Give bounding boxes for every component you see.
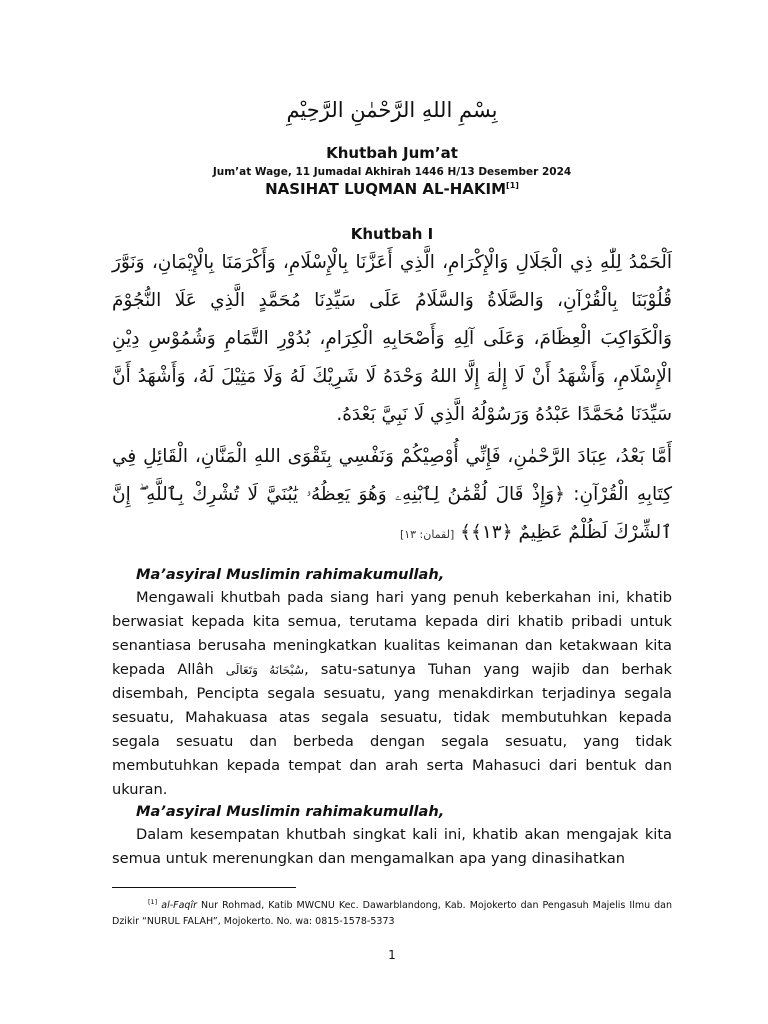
page-number: 1 <box>388 948 396 962</box>
arabic-quran-text: أَمَّا بَعْدُ، عِبَادَ الرَّحْمٰنِ، فَإِنِّي أُوْصِيْكُمْ وَنَفْسِي بِتَقْوَى اللهِ الْمَنَّانِ، الْقَائِلِ فِي كِتَابِهِ الْقُرْآنِ: ﴿وَإِذْ قَالَ لُقْمَٰنُ لِٱبْنِهِۦ وَهُوَ يَعِظُهُۥ يَٰبُنَيَّ لَا تُشْرِكْ بِٱللَّهِ ۖ إِنَّ ٱلشِّرْكَ لَظُلْمٌ عَظِيمٌ ﴿١٣﴾﴾ <box>112 446 672 543</box>
footnote-ref[interactable]: [1] <box>506 181 519 190</box>
para-1-end: , satu-satunya Tuhan yang wajib dan berhak disembah, Pencipta segala sesuatu, yang menakdirkan terjadinya segala sesuatu, Mahakuasa atas segala sesuatu, tidak membutuhkan kepada segala sesuatu dan berbeda dengan segala sesuatu, yang tidak membutuhkan kepada tempat dan arah serta Mahasuci dari bentuk dan ukuran. <box>112 661 673 798</box>
footnote <box>112 894 672 930</box>
footnote-mark: [1] <box>148 898 158 906</box>
section-heading: Khutbah I <box>350 225 434 243</box>
document-page <box>112 0 672 1024</box>
footnote-text: Nur Rohmad, Katib MWCNU Kec. Dawarblandong, Kab. Mojokerto dan Pengasuh Majelis Ilmu dan Dzikir “NURUL FALAH”, Mojokerto. No. wa: 0815-1578-5373 <box>112 900 672 928</box>
address-heading-2: Ma’asyiral Muslimin rahimakumullah, <box>136 803 445 820</box>
body-paragraph-2: Dalam kesempatan khutbah singkat kali ini, khatib akan mengajak kita semua untuk merenungkan dan mengamalkan apa yang dinasihatkan <box>112 826 672 867</box>
para-1-arabic-praise: سُبْحَانَهُ وَتَعَالَى <box>225 663 305 677</box>
document-title: Khutbah Jum’at <box>326 144 458 162</box>
para-1-start: Mengawali khutbah pada siang hari yang penuh keberkahan ini, khatib berwasiat kepada kita semua, terutama kepada diri khatib pribadi untuk senantiasa berusaha meningkatkan kualitas keimanan dan ketakwaan kita kepada Allâh <box>112 589 672 678</box>
quran-reference: [لقمان: ١٣] <box>399 528 455 541</box>
basmalah: بِسْمِ اللهِ الرَّحْمٰنِ الرَّحِيْمِ <box>286 98 498 122</box>
footnote-author: al-Faqîr <box>161 900 198 912</box>
document-subject <box>112 180 672 198</box>
subject-text: NASIHAT LUQMAN AL-HAKIM <box>265 180 507 198</box>
body-paragraph-1 <box>112 586 672 802</box>
arabic-opening-paragraph: اَلْحَمْدُ لِلّٰهِ ذِي الْجَلَالِ وَالْإِكْرَامِ، الَّذِي أَعَزَّنَا بِالْإِسْلَامِ، وَأَكْرَمَنَا بِالْإِيْمَانِ، وَنَوَّرَ قُلُوْبَنَا بِالْقُرْآنِ، وَالصَّلَاةُ وَالسَّلَامُ عَلَى سَيِّدِنَا مُحَمَّدٍ الَّذِي عَلَا النُّجُوْمَ وَالْكَوَاكِبَ الْعِظَامَ، وَعَلَى آلِهِ وَأَصْحَابِهِ الْكِرَامِ، بُدُوْرِ التَّمَامِ وَشُمُوْسِ دِيْنِ الْإِسْلَامِ، وَأَشْهَدُ أَنْ لَا إِلٰهَ إِلَّا اللهُ وَحْدَهُ لَا شَرِيْكَ لَهُ وَلَا مَثِيْلَ لَهُ، وَأَشْهَدُ أَنَّ سَيِّدَنَا مُحَمَّدًا عَبْدُهُ وَرَسُوْلُهُ الَّذِي لَا نَبِيَّ بَعْدَهُ. <box>112 252 672 425</box>
footnote-divider <box>112 887 296 888</box>
arabic-quran-paragraph <box>112 438 672 554</box>
document-date: Jum’at Wage, 11 Jumadal Akhirah 1446 H/13 Desember 2024 <box>212 166 572 178</box>
address-heading-1: Ma’asyiral Muslimin rahimakumullah, <box>136 566 445 583</box>
